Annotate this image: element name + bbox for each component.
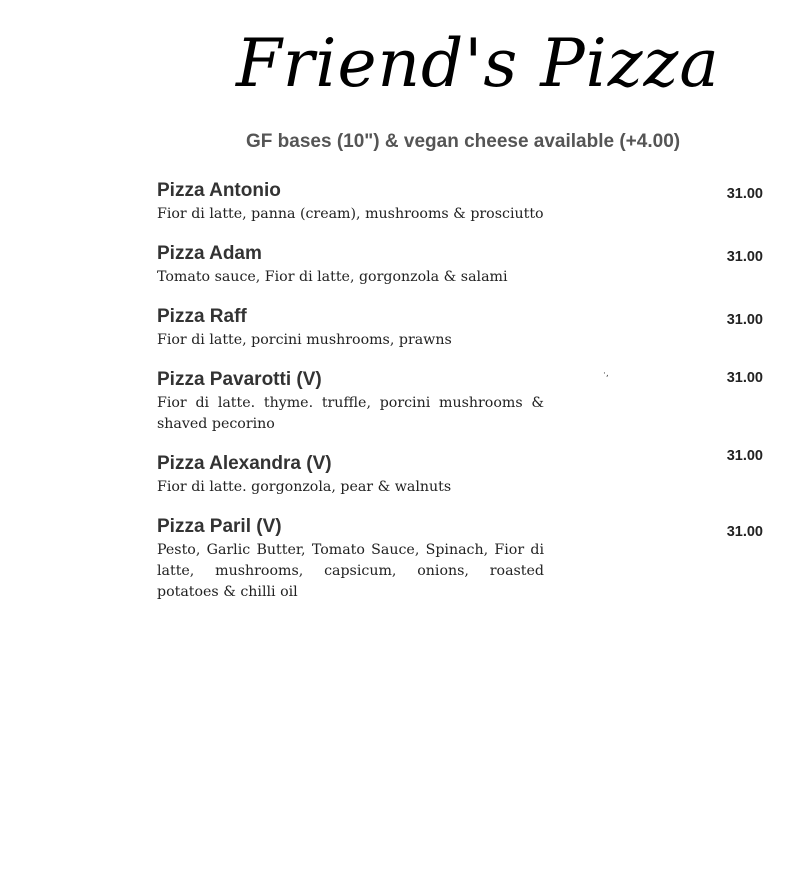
menu-item-name: Pizza Adam [157,243,262,264]
menu-item-antonio [157,179,763,225]
menu-subtitle: GF bases (10") & vegan cheese available (+4.00) [246,131,681,152]
menu-item-pavarotti [157,368,763,435]
menu-item-description: Fior di latte. gorgonzola, pear & walnuts [157,479,452,495]
menu-item-paril [157,515,763,603]
menu-item-name: Pizza Pavarotti (V) [157,369,322,390]
menu-item-price: 31.00 [726,448,763,464]
menu-item-price: 31.00 [726,312,763,328]
menu-title: Friend's Pizza [236,25,720,102]
menu-item-description: Fior di latte. thyme. truffle, porcini mushrooms & shaved pecorino [157,395,544,432]
menu-item-price: 31.00 [726,249,763,265]
menu-item-price: 31.00 [726,524,763,540]
menu-item-name: Pizza Raff [157,306,247,327]
stray-mark: ·, [603,369,609,379]
menu-item-name: Pizza Antonio [157,180,281,201]
menu-item-name: Pizza Alexandra (V) [157,453,332,474]
menu-item-description: Fior di latte, panna (cream), mushrooms & prosciutto [157,206,544,222]
menu-item-adam [157,242,763,288]
menu-item-description: Fior di latte, porcini mushrooms, prawns [157,332,452,348]
menu-item-name: Pizza Paril (V) [157,516,282,537]
menu-item-description: Tomato sauce, Fior di latte, gorgonzola & salami [157,269,508,285]
menu-item-price: 31.00 [726,186,763,202]
menu-item-raff [157,305,763,351]
menu-item-price: 31.00 [726,370,763,386]
menu-item-description: Pesto, Garlic Butter, Tomato Sauce, Spinach, Fior di latte, mushrooms, capsicum, onions, roasted potatoes & chilli oil [157,542,544,600]
menu-item-alexandra [157,448,763,498]
